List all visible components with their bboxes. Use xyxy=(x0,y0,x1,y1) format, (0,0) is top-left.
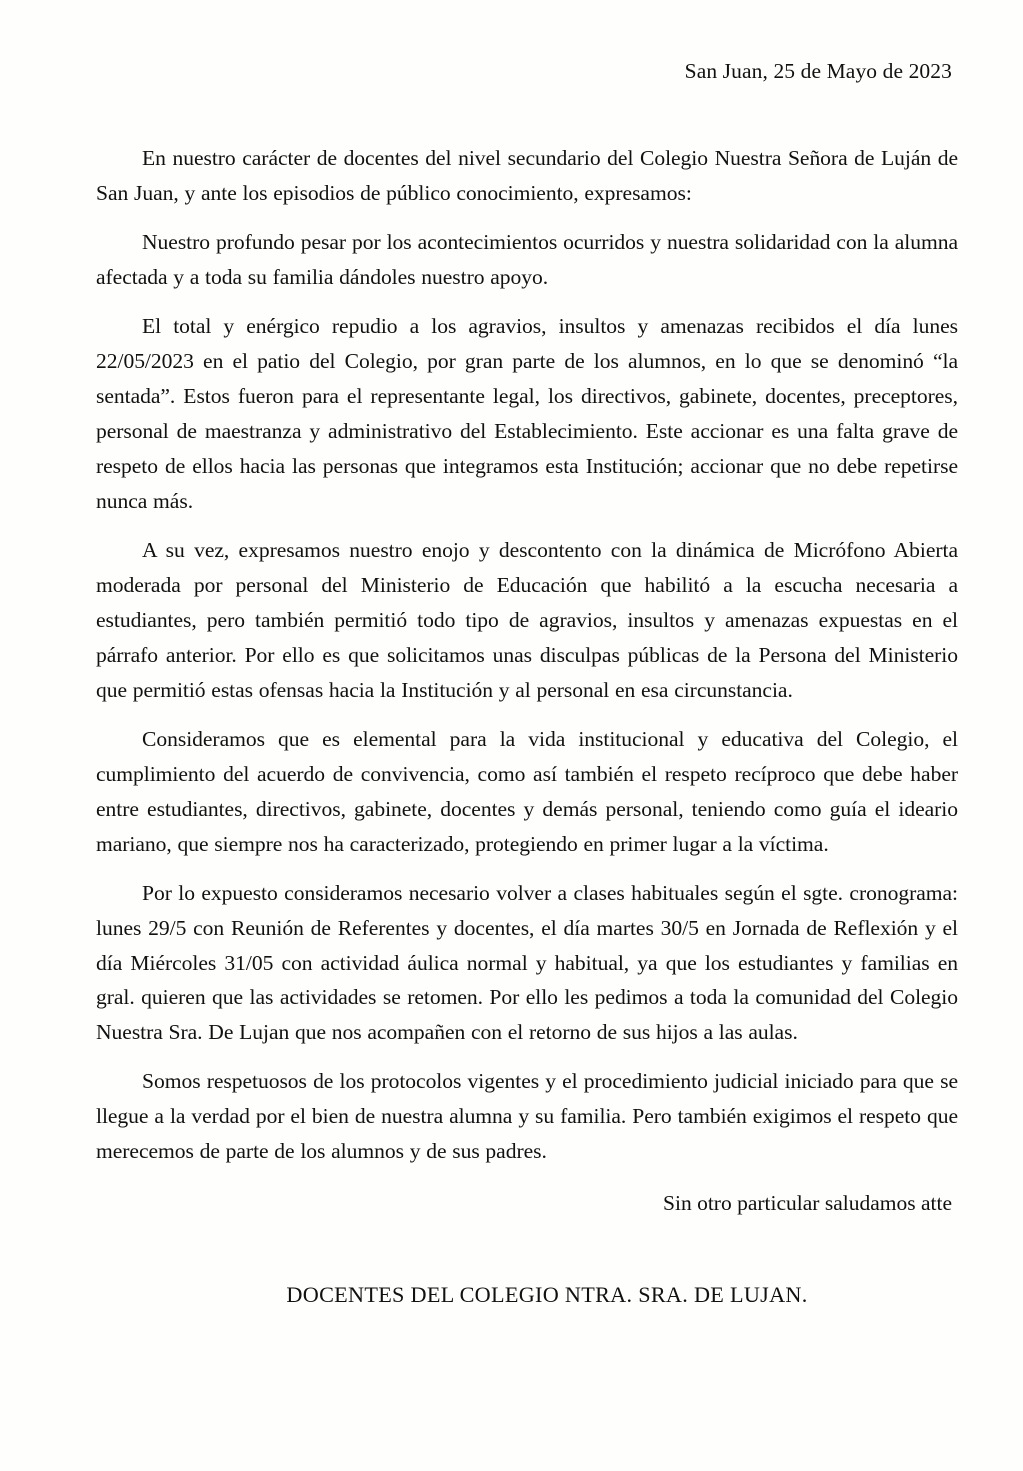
paragraph: Por lo expuesto consideramos necesario volver a clases habituales según el sgte. cronograma: lunes 29/5 con Reunión de Referentes y docentes, el día martes 30/5 en Jornada de Reflexión y el día Miércoles 31/05 con actividad áulica normal y habitual, ya que los estudiantes y familias en gral. quieren que las actividades se retomen. Por ello les pedimos a toda la comunidad del Colegio Nuestra Sra. De Lujan que nos acompañen con el retorno de sus hijos a las aulas. xyxy=(96,880,958,1045)
paragraph: En nuestro carácter de docentes del nivel secundario del Colegio Nuestra Señora de Luján de San Juan, y ante los episodios de público conocimiento, expresamos: xyxy=(96,146,958,206)
closing-line: Sin otro particular saludamos atte xyxy=(663,1191,952,1216)
paragraph: Nuestro profundo pesar por los acontecimientos ocurridos y nuestra solidaridad con la alumna afectada y a toda su familia dándoles nuestro apoyo. xyxy=(96,230,958,290)
date-line: San Juan, 25 de Mayo de 2023 xyxy=(684,59,952,83)
paragraph: A su vez, expresamos nuestro enojo y descontento con la dinámica de Micrófono Abierta moderada por personal del Ministerio de Educación que habilitó a la escucha necesaria a estudiantes, pero también permitió todo tipo de agravios, insultos y amenazas expuestas en el párrafo anterior. Por ello es que solicitamos unas disculpas públicas de la Persona del Ministerio que permitió estas ofensas hacia la Institución y al personal en esa circunstancia. xyxy=(96,537,958,702)
signature-line: DOCENTES DEL COLEGIO NTRA. SRA. DE LUJAN. xyxy=(286,1281,808,1307)
document-body xyxy=(96,56,958,1308)
paragraph: Consideramos que es elemental para la vida institucional y educativa del Colegio, el cumplimiento del acuerdo de convivencia, como así también el respeto recíproco que debe haber entre estudiantes, directivos, gabinete, docentes y demás personal, teniendo como guía el ideario mariano, que siempre nos ha caracterizado, protegiendo en primer lugar a la víctima. xyxy=(96,726,958,856)
paragraph: Somos respetuosos de los protocolos vigentes y el procedimiento judicial iniciado para que se llegue a la verdad por el bien de nuestra alumna y su familia. Pero también exigimos el respeto que merecemos de parte de los alumnos y de sus padres. xyxy=(96,1069,958,1164)
paragraph: El total y enérgico repudio a los agravios, insultos y amenazas recibidos el día lunes 22/05/2023 en el patio del Colegio, por gran parte de los alumnos, en lo que se denominó “la sentada”. Estos fueron para el representante legal, los directivos, gabinete, docentes, preceptores, personal de maestranza y administrativo del Establecimiento. Este accionar es una falta grave de respeto de ellos hacia las personas que integramos esta Institución; accionar que no debe repetirse nunca más. xyxy=(96,314,958,513)
